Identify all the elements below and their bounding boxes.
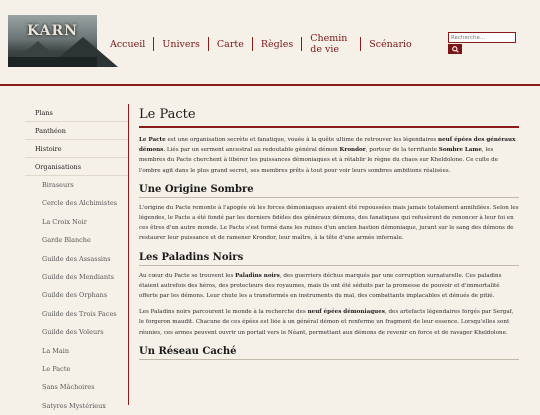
section-paragraph: L'origine du Pacte remonte à l'apogée où les forces démoniaques avaient été repoussées mais jamais totalement annihilées. Selon les légendes, le Pacte a été fondé par les derniers fidèles des généraux démons, des fanatiques qui refusèrent de renoncer à leur foi en ces êtres d'un autre monde. Le Pacte s'est formé dans les ruines d'un ancien bastion démoniaque, jurant sur le sang des démons de restaurer leur puissance et de ramener Krondor, leur maître, à la tête d'une armée infernale.	[139, 204, 519, 242]
sidebar-subitem[interactable]: Cercle des Alchimistes	[42, 199, 118, 208]
main-nav	[102, 32, 420, 56]
sidebar-subitem[interactable]: Garde Blanche	[42, 236, 91, 245]
intro-paragraph	[139, 135, 519, 176]
paragraph-strong: neuf épées démoniaques	[307, 309, 385, 316]
intro-strong: Krondor	[339, 147, 366, 154]
sidebar-item-plans[interactable]: Plans	[25, 104, 128, 122]
nav-univers[interactable]: Univers	[162, 38, 200, 50]
sidebar-subitem[interactable]: Sans Mâchoires	[42, 383, 95, 392]
sidebar-subitem[interactable]: Satyres Mystérieux	[42, 401, 106, 410]
site-header	[0, 0, 540, 86]
sidebar-subitem[interactable]: Guilde des Trois Faces	[42, 309, 117, 318]
intro-strong: Sombre Lame	[438, 147, 482, 154]
sidebar-item-organisations[interactable]: Organisations	[25, 158, 128, 176]
sidebar-subitem[interactable]: Guilde des Voleurs	[42, 328, 104, 337]
site-logo[interactable]	[8, 15, 97, 67]
logo-text: KARN	[27, 23, 78, 39]
sidebar-item-pantheon[interactable]: Panthéon	[25, 122, 128, 140]
section-paragraph	[139, 307, 519, 338]
paragraph-text: Les Paladins noirs parcourent le monde à la recherche des	[139, 309, 308, 316]
intro-strong: Le Pacte	[139, 137, 166, 143]
paragraph-text: , des guerriers déchus marqués par une corruption surnaturelle. Ces paladins étaient autrefois des héros, des protecteurs des royaumes, mais ils ont été séduits par la promesse de pouvoir et d'immortalité offerte par les démons. Leur chute les a transformés en instruments du mal, des combattants implacables et dénués de pitié.	[139, 272, 502, 300]
logo-forest	[8, 57, 97, 67]
section-heading-paladins: Les Paladins Noirs	[139, 250, 519, 266]
intro-text: , les membres du Pacte cherchent à libérer les puissances démoniaques et à rétablir le règne du chaos sur Kheldolone. Ce culte de l'ombre agit dans le plus grand secret, ses membres prêts à tout pour voir leurs sombres ambitions réalisées.	[139, 147, 499, 174]
nav-chemin-de-vie[interactable]: Chemin de vie	[310, 33, 348, 55]
sidebar-subitem[interactable]: Le Pacte	[42, 364, 71, 373]
intro-text: , porteur de la terrifiante	[365, 147, 439, 154]
search-icon	[452, 46, 459, 53]
paragraph-text: , des artefacts légendaires forgés par Sergaf, le forgeron maudit. Chacune de ces épées est liée à un général démon et renferme un fragment de leur essence. Lorsqu'elles sont réunies, ces armes peuvent ouvrir un portail vers le Néant, permettant aux démons de revenir en force et de ravager Kheldolone.	[139, 309, 514, 336]
sidebar-subitem[interactable]: La Croix Noir	[42, 217, 87, 226]
nav-accueil[interactable]: Accueil	[110, 38, 146, 50]
paragraph-text: Au cœur du Pacte se trouvent les	[139, 272, 236, 279]
sidebar-subitem[interactable]: Biraseurs	[42, 181, 74, 189]
intro-text: . Liés par un serment ancestral au redoutable général démon	[163, 147, 340, 154]
page-title: Le Pacte	[139, 107, 196, 122]
sidebar-item-histoire[interactable]: Histoire	[25, 140, 128, 158]
nav-regles[interactable]: Règles	[260, 38, 294, 50]
section-paragraph	[139, 271, 519, 302]
sidebar-subitem[interactable]: Guilde des Assassins	[42, 254, 111, 263]
intro-text: est une organisation secrète et fanatique, vouée à la quête ultime de retrouver les légendaires	[165, 137, 439, 143]
title-rule	[139, 104, 519, 128]
sidebar	[25, 104, 129, 410]
search-input[interactable]	[448, 32, 516, 43]
sidebar-subitem[interactable]: La Main	[42, 346, 70, 355]
paragraph-strong: Paladins noirs	[235, 272, 280, 279]
sidebar-subitem[interactable]: Guilde des Mendiants	[42, 272, 114, 281]
intro-strong: neuf épées des généraux démons	[139, 137, 516, 154]
search-button[interactable]	[448, 44, 462, 54]
nav-scenario[interactable]: Scénario	[369, 38, 412, 50]
main-content	[139, 104, 519, 405]
nav-carte[interactable]: Carte	[216, 38, 244, 50]
search-form	[448, 32, 516, 54]
sidebar-subitem[interactable]: Guilde des Orphans	[42, 291, 108, 300]
section-heading-reseau: Un Réseau Caché	[139, 344, 519, 360]
section-heading-origine: Une Origine Sombre	[139, 182, 519, 198]
